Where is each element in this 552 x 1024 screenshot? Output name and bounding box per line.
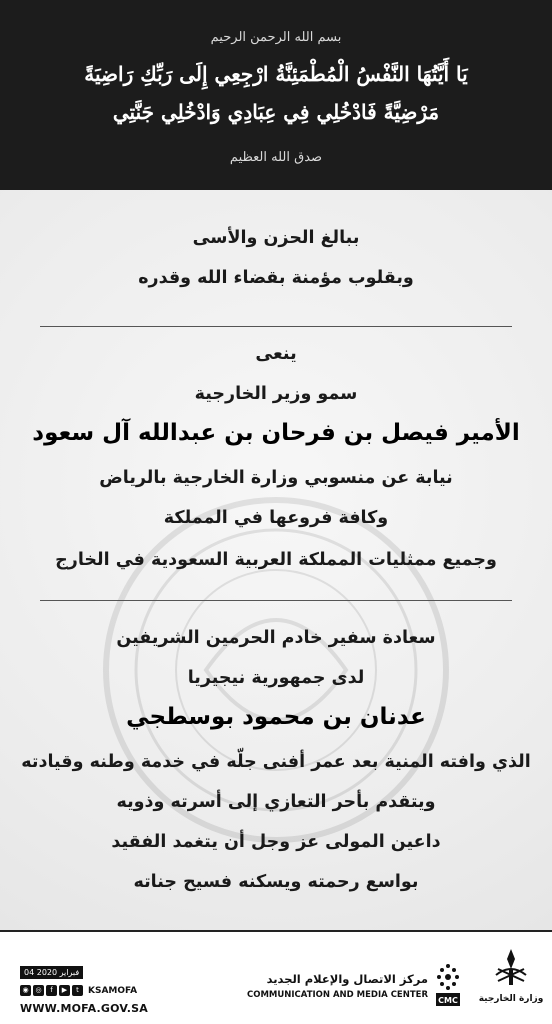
basmala: بسم الله الرحمن الرحيم	[210, 30, 342, 45]
facebook-icon[interactable]: f	[46, 985, 57, 996]
ambassador-post: لدى جمهورية نيجيريا	[187, 668, 365, 688]
ambassador-title: سعادة سفير خادم الحرمين الشريفين	[116, 628, 436, 648]
deceased-name: عدنان بن محمود بوسطجي	[126, 704, 426, 730]
social-handle[interactable]: KSAMOFA	[88, 985, 138, 996]
divider	[40, 326, 512, 327]
opening-line-2: وبقلوب مؤمنة بقضاء الله وقدره	[138, 268, 414, 288]
social-links	[20, 985, 137, 996]
center-name-arabic: مركز الاتصال والإعلام الجديد	[266, 972, 428, 986]
on-behalf-line-1: نيابة عن منسوبي وزارة الخارجية بالرياض	[99, 468, 453, 488]
center-name-english: COMMUNICATION AND MEDIA CENTER	[246, 990, 428, 1000]
on-behalf-line-2: وكافة فروعها في المملكة	[163, 508, 389, 528]
verse-closing: صدق الله العظيم	[229, 150, 323, 165]
website-link[interactable]: WWW.MOFA.GOV.SA	[20, 1002, 148, 1015]
announcement-verb: ينعى	[255, 344, 297, 364]
opening-line-1: ببالغ الحزن والأسى	[192, 228, 360, 248]
date-badge: 04 فبراير 2020	[20, 966, 83, 979]
on-behalf-line-3: وجميع ممثليات المملكة العربية السعودية في الخارج	[55, 550, 497, 570]
condolence-line-3: داعين المولى عز وجل أن يتغمد الفقيد	[111, 832, 441, 852]
verse-header	[0, 0, 552, 190]
ministry-emblem-icon	[478, 945, 544, 1013]
minister-title: سمو وزير الخارجية	[194, 384, 358, 404]
snapchat-icon[interactable]: ◉	[20, 985, 31, 996]
footer-rule	[0, 930, 552, 932]
instagram-icon[interactable]: ◎	[33, 985, 44, 996]
condolence-line-2: ويتقدم بأحر التعازي إلى أسرته وذويه	[116, 792, 436, 812]
divider	[40, 600, 512, 601]
quran-verse-line-1: يَا أَيَّتُهَا النَّفْسُ الْمُطْمَئِنَّةُ ارْجِعِي إِلَى رَبِّكِ رَاضِيَةً	[84, 62, 468, 86]
minister-name: الأمير فيصل بن فرحان بن عبدالله آل سعود	[32, 420, 520, 446]
youtube-icon[interactable]: ▶	[59, 985, 70, 996]
svg-text:CMC: CMC	[438, 996, 458, 1005]
svg-text:وزارة الخارجية: وزارة الخارجية	[478, 994, 544, 1004]
twitter-icon[interactable]: t	[72, 985, 83, 996]
condolence-line-1: الذي وافته المنية بعد عمر أفنى جلّه في خدمة وطنه وقيادته	[21, 752, 531, 772]
cmc-logo-icon	[434, 960, 462, 1008]
quran-verse-line-2: مَرْضِيَّةً فَادْخُلِي فِي عِبَادِي وَادْخُلِي جَنَّتِي	[112, 100, 440, 124]
condolence-line-4: بواسع رحمته ويسكنه فسيح جناته	[133, 872, 419, 892]
